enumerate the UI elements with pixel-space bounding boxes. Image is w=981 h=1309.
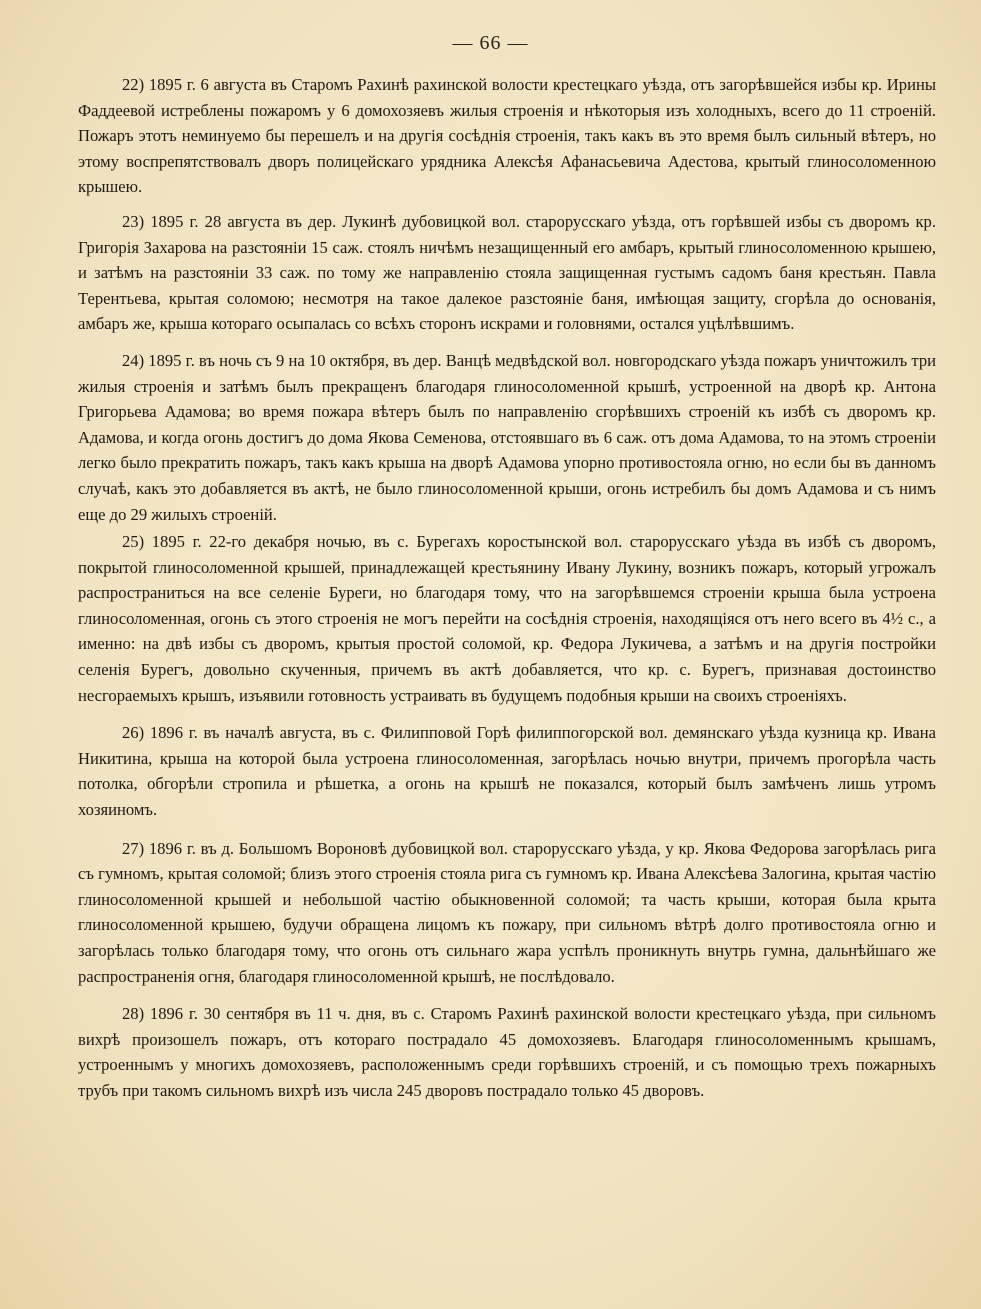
entry-27: 27) 1896 г. въ д. Большомъ Вороновѣ дубовицкой вол. старорусскаго уѣзда, у кр. Якова Федорова загорѣлась рига съ гумномъ, крытая соломой; близъ этого строенія стояла рига съ гумномъ кр. Ивана Алексѣева Залогина, крытая частію глиносоломенной крышей и небольшой частію обыкновенной соломой; та часть крыши, которая была крыта глиносоломенной крышею, будучи обращена лицомъ къ пожару, при сильномъ вѣтрѣ долго противостояла огню и загорѣлась только благодаря тому, что огонь отъ сильнаго жара успѣлъ проникнуть внутрь гумна, дальнѣйшаго же распространенія огня, благодаря глиносоломенной крышѣ, не послѣдовало. bbox=[78, 838, 936, 986]
entry-25: 25) 1895 г. 22-го декабря ночью, въ с. Бурегахъ коростынской вол. старорусскаго уѣзда въ избѣ съ дворомъ, покрытой глиносоломенной крышей, принадлежащей крестьянину Ивану Лукину, возникъ пожаръ, который угрожалъ распространиться на все селеніе Буреги, но благодаря тому, что на загорѣвшемся строеніи крыша была устроена глиносоломенная, огонь съ этого строенія не могъ перейти на сосѣднія строенія, находящіяся отъ него всего въ 4½ с., а именно: на двѣ избы съ дворомъ, крытыя простой соломой, кр. Федора Лукичева, а затѣмъ и на другія постройки селенія Бурегъ, довольно скученныя, причемъ въ актѣ добавляется, что кр. с. Бурегъ, признавая достоинство несгораемыхъ крышъ, изъявили готовность устраивать въ будущемъ подобныя крыши на своихъ строеніяхъ. bbox=[78, 532, 936, 705]
entry-22: 22) 1895 г. 6 августа въ Старомъ Рахинѣ рахинской волости крестецкаго уѣзда, отъ загорѣвшейся избы кр. Ирины Фаддеевой истреблены пожаромъ у 6 домохозяевъ жилыя строенія и нѣкоторыя изъ холодныхъ, всего до 11 строеній. Пожаръ этотъ неминуемо бы перешелъ и на другія сосѣднія строенія, такъ какъ въ это время былъ сильный вѣтеръ, но этому воспрепятствовалъ дворъ полицейскаго урядника Алексѣя Афанасьевича Адестова, крытый глиносоломенною крышею. bbox=[78, 75, 936, 197]
page-number: — 66 — bbox=[452, 32, 529, 54]
entry-26: 26) 1896 г. въ началѣ августа, въ с. Филипповой Горѣ филиппогорской вол. демянскаго уѣзда кузница кр. Ивана Никитина, крыша на которой была устроена глиносоломенная, загорѣлась ночью внутри, причемъ прогорѣла часть потолка, обгорѣли стропила и рѣшетка, а огонь на крышѣ не показался, который былъ замѣченъ лишь утромъ хозяиномъ. bbox=[78, 723, 936, 820]
entry-28: 28) 1896 г. 30 сентября въ 11 ч. дня, въ с. Старомъ Рахинѣ рахинской волости крестецкаго уѣзда, при сильномъ вихрѣ произошелъ пожаръ, отъ котораго пострадало 45 домохозяевъ. Благодаря глиносоломеннымъ крышамъ, устроеннымъ у многихъ домохозяевъ, расположеннымъ среди горѣвшихъ строеній, и съ помощью трехъ пожарныхъ трубъ при такомъ сильномъ вихрѣ изъ числа 245 дворовъ пострадало только 45 дворовъ. bbox=[78, 1004, 936, 1100]
entry-23: 23) 1895 г. 28 августа въ дер. Лукинѣ дубовицкой вол. старорусскаго уѣзда, отъ горѣвшей избы съ дворомъ кр. Григорія Захарова на разстояніи 15 саж. стоялъ ничѣмъ незащищенный его амбаръ, крытый глиносоломенною крышею, и затѣмъ на разстояніи 33 саж. по тому же направленію стояла защищенная густымъ садомъ баня крестьян. Павла Терентьева, крытая соломою; несмотря на такое далекое разстояніе баня, имѣющая защиту, сгорѣла до основанія, амбаръ же, крыша котораго осыпалась со всѣхъ сторонъ искрами и головнями, остался уцѣлѣвшимъ. bbox=[78, 211, 936, 334]
entry-24: 24) 1895 г. въ ночь съ 9 на 10 октября, въ дер. Ванцѣ медвѣдской вол. новгородскаго уѣзда пожаръ уничтожилъ три жилыя строенія и затѣмъ былъ прекращенъ благодаря глиносоломенной крышѣ, устроенной на дворѣ кр. Антона Григорьева Адамова; во время пожара вѣтеръ былъ по направленію сгорѣвшихъ строеній къ избѣ съ дворомъ кр. Адамова, и когда огонь достигъ до дома Якова Семенова, отстоявшаго въ 6 саж. отъ дома Адамова, то на этомъ строеніи легко было прекратить пожаръ, такъ какъ крыша на дворѣ Адамова упорно противостояла огню, но если бы въ данномъ случаѣ, какъ это добавляется въ актѣ, не было глиносоломенной крыши, огонь истребилъ бы домъ Адамова и съ нимъ еще до 29 жилыхъ строеній. bbox=[78, 350, 936, 524]
page-body bbox=[78, 72, 936, 1114]
